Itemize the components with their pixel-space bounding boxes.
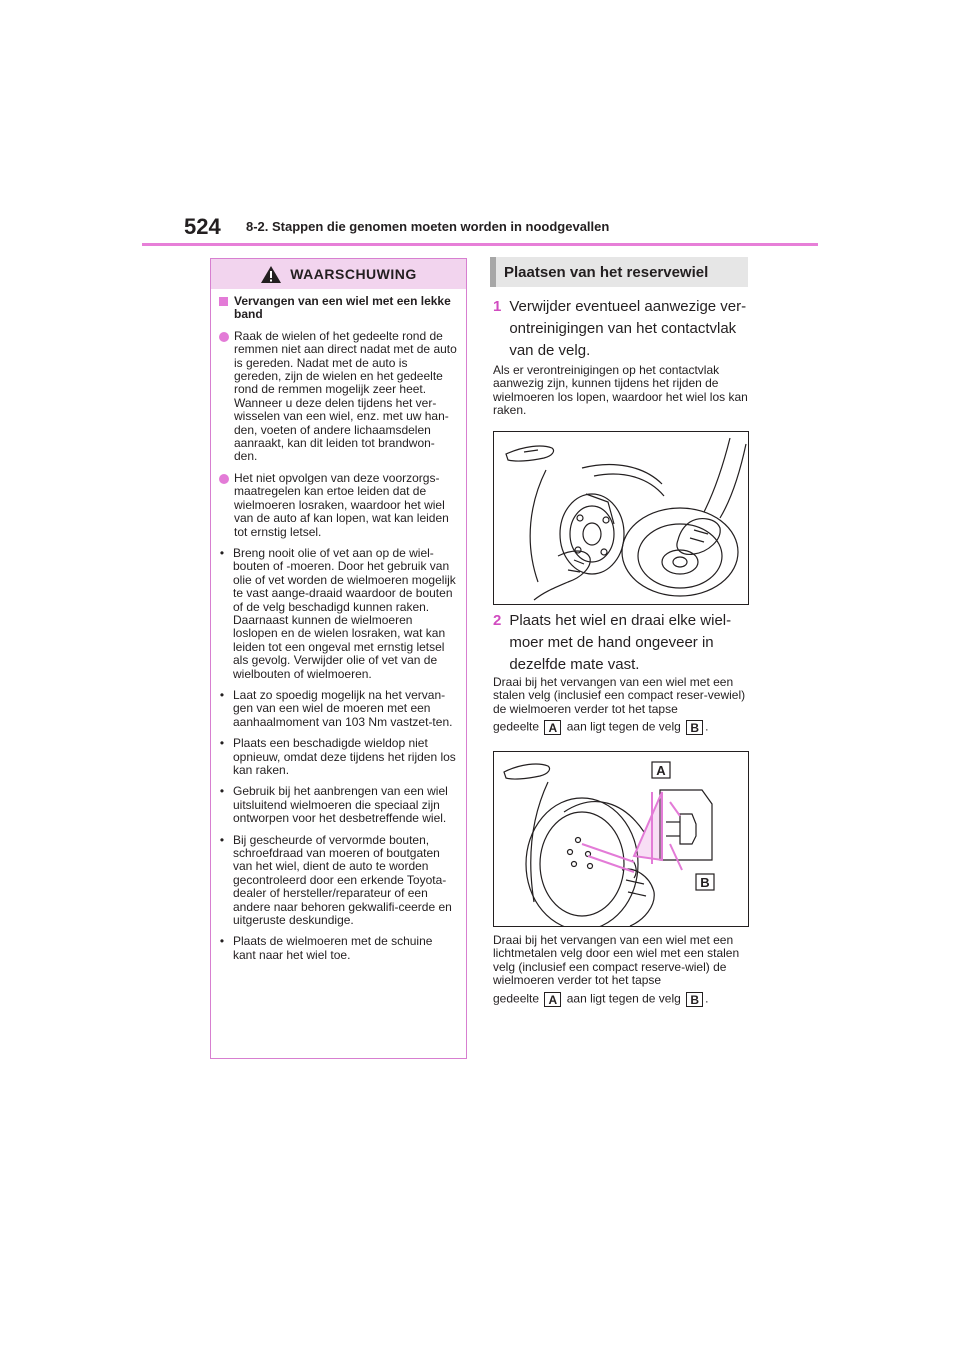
warning-bullet — [219, 785, 458, 825]
warning-bullet — [219, 547, 458, 681]
note-gedeelte: gedeelte — [493, 719, 540, 734]
label-a-badge: A — [544, 992, 561, 1007]
section-title: 8-2. Stappen die genomen moeten worden in noodgevallen — [246, 219, 610, 234]
step-number: 2 — [493, 612, 502, 629]
label-b-badge: B — [686, 720, 703, 735]
warning-body — [211, 289, 466, 970]
illustration-tighten-nuts — [493, 751, 749, 927]
dot-bullet-icon: • — [219, 832, 225, 847]
dot-bullet-icon: • — [219, 736, 225, 751]
square-bullet-icon — [219, 297, 228, 306]
note-aan-ligt: aan ligt tegen de velg — [566, 719, 681, 734]
label-a-badge: A — [544, 720, 561, 735]
page-number: 524 — [184, 214, 221, 239]
warning-item-text: Het niet opvolgen van deze voorzorgs-maatregelen kan ertoe leiden dat de wielmoeren losraken, waardoor het wiel van de auto af kan lopen, wat kan leiden tot ernstig letsel. — [234, 470, 449, 539]
label-b-badge: B — [686, 992, 703, 1007]
note-gedeelte: gedeelte — [493, 991, 540, 1006]
alloy-wheel-note — [493, 934, 755, 1007]
step-2 — [493, 610, 755, 676]
warning-item-text: Raak de wielen of het gedeelte rond de remmen niet aan direct nadat met de auto is gereden. Nadat met de auto is gereden, zijn de wielen en het gedeelte rond de remmen mogelijk zeer heet. Wanneer u deze delen tijdens het ver-wisselen van een wiel, enz. met uw han-den, voeten of andere lichaamsdelen aanraakt, kan dit leiden tot brandwon-den. — [234, 328, 457, 464]
step-text: Verwijder eventueel aanwezige ver-ontreinigingen van het contactvlak van de velg. — [509, 298, 747, 359]
warning-heading — [219, 295, 458, 322]
cleaning-wheel-illustration — [494, 432, 748, 604]
tighten-nuts-illustration — [494, 752, 748, 926]
dot-bullet-icon: • — [219, 934, 225, 949]
dot-bullet-icon: • — [219, 545, 225, 560]
warning-bullet-text: Plaats de wielmoeren met de schuine kant naar het wiel toe. — [233, 934, 433, 962]
note-period: . — [705, 719, 709, 734]
figure-label-a: A — [656, 763, 666, 778]
step-1 — [493, 296, 755, 362]
warning-bullet-text: Breng nooit olie of vet aan op de wiel-bouten of -moeren. Door het gebruik van olie of vet worden de wielmoeren mogelijk te vast aange-draaid waardoor de bouten of de velg beschadigd kunnen raken. Daarnaast kunnen de wielmoeren loslopen en de wielen losraken, wat kan leiden tot een ongeval met ernstig letsel als gevolg. Verwijder olie of vet van de wielbouten of wielmoeren. — [233, 545, 456, 681]
step-text: Plaats het wiel en draai elke wiel-moer met de hand ongeveer in dezelfde mate vast. — [509, 612, 732, 673]
dot-bullet-icon: • — [219, 687, 225, 702]
warning-bullet — [219, 689, 458, 729]
steel-wheel-note — [493, 676, 755, 735]
warning-triangle-icon — [260, 265, 282, 284]
illustration-clean-contact-surface — [493, 431, 749, 605]
warning-bullet — [219, 834, 458, 928]
header-rule — [142, 243, 818, 246]
warning-box — [210, 258, 467, 1059]
step-number: 1 — [493, 298, 502, 315]
figure-label-b: B — [700, 875, 710, 890]
warning-bullet-text: Bij gescheurde of vervormde bouten, schroefdraad van moeren of boutgaten van het wiel, dient de auto te worden gecontroleerd door een erkende Toyota-dealer of hersteller/reparateur of een andere naar behoren gekwalifi-ceerde en uitgeruste deskundige. — [233, 832, 452, 928]
subsection-header — [490, 257, 748, 287]
warning-bullet-text: Laat zo spoedig mogelijk na het vervan-gen van een wiel de moeren met een aanhaalmoment van 103 Nm vastzet-ten. — [233, 687, 453, 729]
warning-item — [219, 330, 458, 464]
circle-bullet-icon — [219, 332, 229, 342]
warning-bullet — [219, 935, 458, 962]
step-1-note: Als er verontreinigingen op het contactvlak aanwezig zijn, kunnen tijdens het rijden de wielmoeren los lopen, waardoor het wiel los kan raken. — [493, 363, 748, 418]
warning-label: WAARSCHUWING — [290, 266, 417, 282]
steel-wheel-note-text: Draai bij het vervangen van een wiel met een stalen velg (inclusief een compact reser-vewiel) de wielmoeren verder tot het tapse — [493, 675, 746, 716]
warning-header — [211, 259, 466, 289]
subsection-title: Plaatsen van het reservewiel — [504, 263, 709, 281]
warning-bullet-text: Gebruik bij het aanbrengen van een wiel uitsluitend wielmoeren die speciaal zijn ontworpen voor het desbetreffende wiel. — [233, 784, 448, 826]
note-aan-ligt: aan ligt tegen de velg — [566, 991, 681, 1006]
circle-bullet-icon — [219, 474, 229, 484]
alloy-wheel-note-text: Draai bij het vervangen van een wiel met een lichtmetalen velg door een wiel met een stalen velg (inclusief een compact reserve-wiel) de wielmoeren verder tot het tapse — [493, 933, 740, 988]
warning-bullet-text: Plaats een beschadigde wieldop niet opnieuw, omdat deze tijdens het rijden los kan raken. — [233, 736, 456, 777]
warning-bullet — [219, 737, 458, 777]
dot-bullet-icon: • — [219, 784, 225, 799]
warning-heading-text: Vervangen van een wiel met een lekke band — [234, 294, 451, 322]
note-period: . — [705, 991, 709, 1006]
warning-item — [219, 472, 458, 539]
